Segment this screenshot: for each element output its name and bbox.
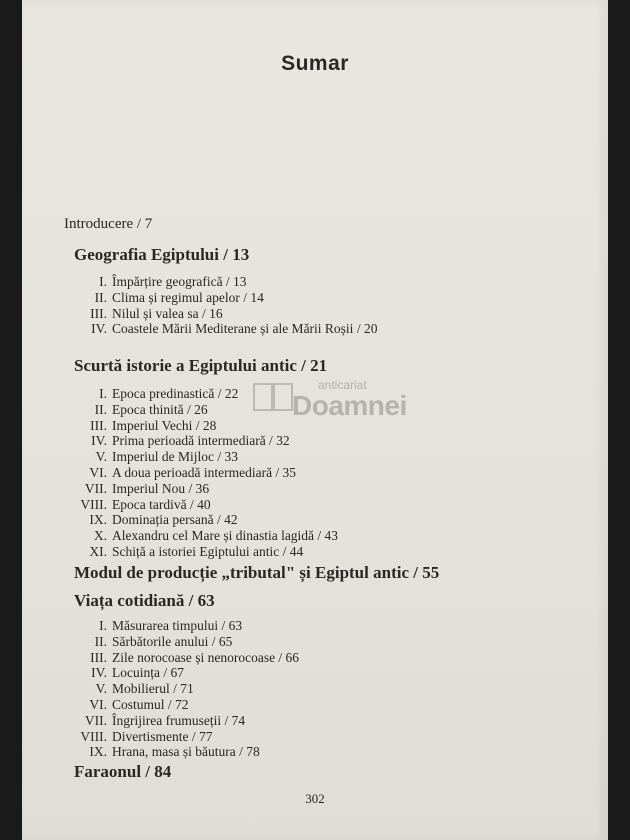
watermark-subtitle: anticariat [318,378,367,392]
toc-entry: VII. Îngrijirea frumuseții / 74 [84,712,246,728]
section-heading-daily-life: Viața cotidiană / 63 [74,591,215,610]
page-number: 302 [305,791,325,806]
toc-entry: X. Alexandru cel Mare și dinastia lagidă / 43 [93,528,339,544]
section-heading-history: Scurtă istorie a Egiptului antic / 21 [74,356,328,375]
toc-entry: V. Imperiul de Mijloc / 33 [95,449,238,465]
watermark-logo [248,372,428,432]
toc-entry: I. Măsurarea timpului / 63 [99,618,243,633]
toc-entry: VIII. Divertismente / 77 [80,728,213,744]
toc-entry: VIII. Epoca tardivă / 40 [80,496,211,512]
toc-entry: III. Nilul și valea sa / 16 [90,305,223,321]
page-title: Sumar [281,52,349,75]
intro-entry: Introducere / 7 [64,216,153,232]
toc-entry: II. Sărbătorile anului / 65 [94,633,233,649]
toc-entry: III. Zile norocoase și nenorocoase / 66 [90,649,300,665]
toc-list-daily-life [22,618,299,760]
toc-entry: II. Clima și regimul apelor / 14 [94,289,264,305]
watermark-title: Doamnei [292,390,407,421]
toc-list-geography [22,274,377,337]
toc-entry: V. Mobilierul / 71 [95,681,194,697]
book-page [22,0,608,840]
toc-entry: VI. A doua perioadă intermediară / 35 [89,464,297,480]
toc-entry: XI. Schiță a istoriei Egiptului antic / 44 [89,543,304,559]
toc-entry: VI. Costumul / 72 [89,696,189,712]
toc-entry: VII. Imperiul Nou / 36 [84,480,210,496]
toc-entry: IV. Locuința / 67 [91,665,184,681]
toc-entry: I. Împărțire geografică / 13 [99,274,247,289]
toc-entry: III. Imperiul Vechi / 28 [90,417,217,433]
section-heading-geography: Geografia Egiptului / 13 [74,245,250,264]
toc-entry: IX. Dominația persană / 42 [89,512,238,528]
toc-entry: IX. Hrana, masa și băutura / 78 [89,744,260,760]
toc-entry: I. Epoca predinastică / 22 [99,386,239,401]
toc-entry: IV. Prima perioadă intermediară / 32 [91,433,290,449]
section-heading-pharaoh: Faraonul / 84 [74,762,172,781]
toc-entry: IV. Coastele Mării Mediterane și ale Mării Roșii / 20 [91,321,378,337]
section-heading-production: Modul de producție „tributal" și Egiptul antic / 55 [74,563,440,582]
toc-entry: II. Epoca thinită / 26 [94,401,208,417]
